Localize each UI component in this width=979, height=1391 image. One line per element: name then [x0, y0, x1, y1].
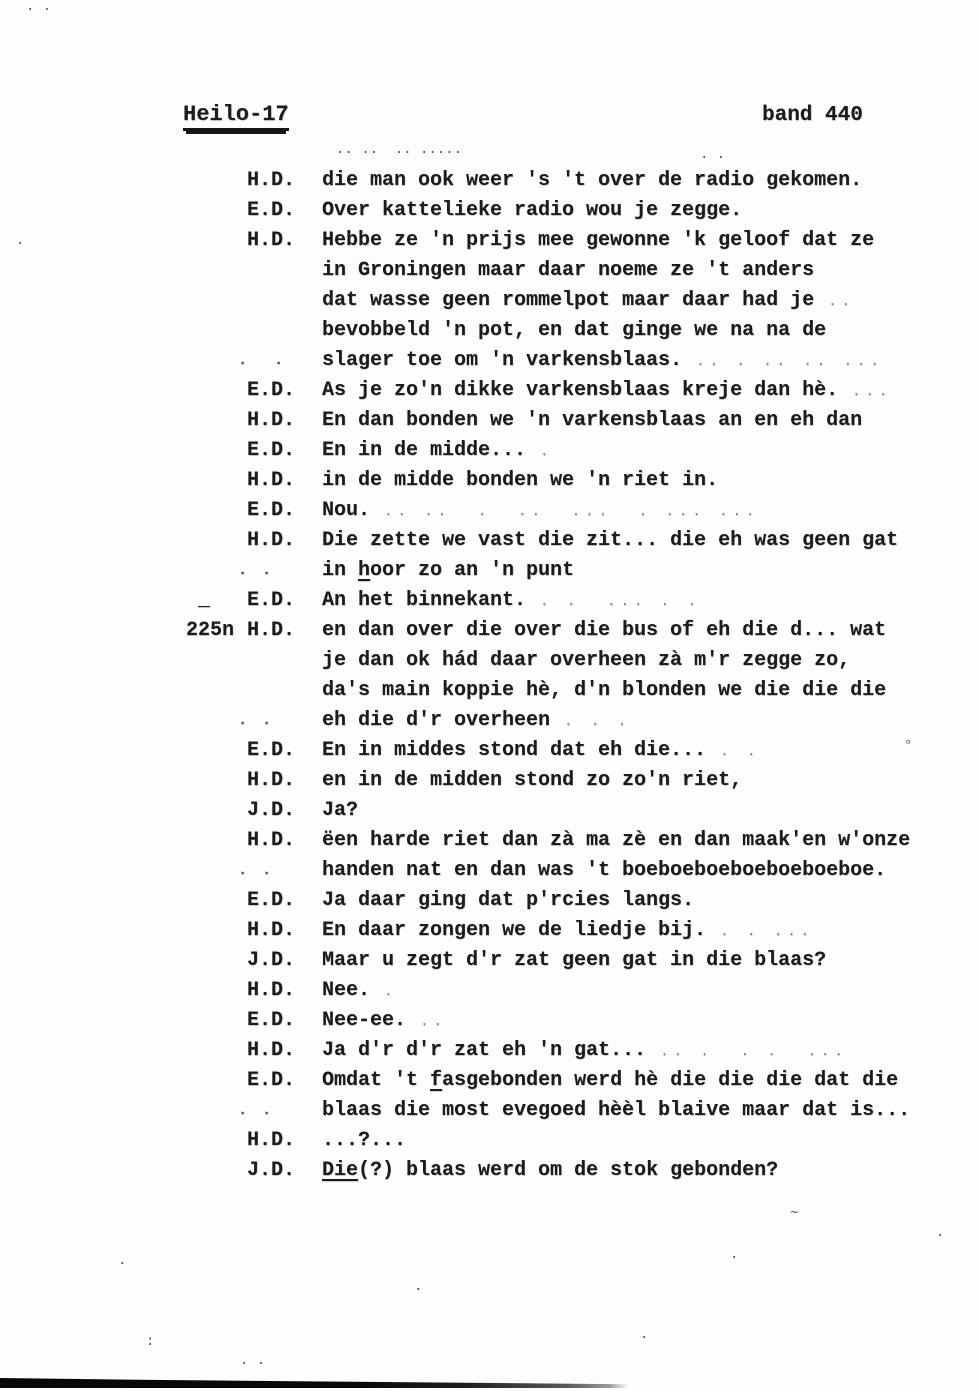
- dialogue-text: [322, 1006, 447, 1037]
- dialogue-segment: en dan over die over die bus of eh die d... wat: [322, 619, 887, 642]
- dialogue-segment: En in middes stond dat eh die...: [322, 739, 707, 762]
- transcript-line: [0, 1066, 979, 1096]
- dialogue-segment: Hebbe ze 'n prijs mee gewonne 'k geloof dat ze: [322, 229, 875, 252]
- speaker-label: H.D.: [247, 169, 296, 192]
- dialogue-segment: in: [322, 559, 359, 582]
- dialogue-segment: Ja daar ging dat p'rcies langs.: [322, 889, 695, 912]
- dialogue-segment: oor zo an 'n punt: [370, 559, 575, 582]
- dialogue-segment: da's main koppie hè, d'n blonden we die die die: [322, 679, 887, 702]
- scan-speck: · ·: [700, 150, 726, 166]
- dialogue-segment: An het binnekant.: [322, 589, 527, 612]
- dialogue-text: [322, 1126, 406, 1156]
- dialogue-segment: Nou.: [322, 499, 371, 522]
- transcript-line: [0, 406, 979, 436]
- speaker-label: H.D.: [247, 409, 296, 432]
- speaker-label: E.D.: [247, 889, 296, 912]
- speaker-label: E.D.: [247, 439, 296, 462]
- transcript-line: [0, 1096, 979, 1126]
- dialogue-segment: Ja?: [322, 799, 359, 822]
- transcript-line: [0, 916, 979, 946]
- transcript-line: [0, 166, 979, 196]
- dialogue-text: [322, 1156, 778, 1186]
- dialogue-text: [322, 196, 742, 226]
- dialogue-text: [322, 1096, 910, 1126]
- scan-speck: °: [904, 738, 913, 754]
- dialogue-text: [322, 256, 814, 286]
- scan-dots: . . ... . .: [540, 594, 701, 610]
- dialogue-text: [322, 796, 358, 826]
- dialogue-text: [322, 316, 826, 346]
- dialogue-segment: Over kattelieke radio wou je zegge.: [322, 199, 743, 222]
- scan-dots: .: [540, 444, 554, 460]
- transcript-line: [0, 1126, 979, 1156]
- speaker-label: J.D.: [247, 799, 296, 822]
- transcript-line: [0, 316, 979, 346]
- transcript-line: [0, 766, 979, 796]
- dialogue-segment: in de midde bonden we 'n riet in.: [322, 469, 719, 492]
- speaker-label: E.D.: [247, 379, 296, 402]
- dialogue-text: [322, 766, 742, 796]
- transcript-line: [0, 466, 979, 496]
- dialogue-text: [322, 976, 397, 1007]
- dialogue-segment: As je zo'n dikke varkensblaas kreje dan hè.: [322, 379, 839, 402]
- scan-dots: .. .. . .. ... . ... ...: [384, 504, 760, 520]
- dialogue-segment: slager toe om 'n varkensblaas.: [322, 349, 683, 372]
- dialogue-text: [322, 946, 826, 976]
- dialogue-segment: Omdat 't: [322, 1069, 431, 1092]
- scan-dots: .. . . . ...: [660, 1044, 848, 1060]
- transcript-line: [0, 226, 979, 256]
- dialogue-segment: bevobbeld 'n pot, en dat ginge we na na de: [322, 319, 827, 342]
- dialogue-text: [322, 496, 759, 527]
- dialogue-text: [322, 586, 701, 617]
- transcript-line: [0, 646, 979, 676]
- dialogue-segment: dat wasse geen rommelpot maar daar had je: [322, 289, 815, 312]
- dialogue-segment: h: [358, 559, 371, 582]
- scan-dots: . .: [238, 712, 275, 729]
- speaker-label: H.D.: [247, 529, 296, 552]
- scan-speck: :: [146, 1334, 155, 1350]
- dialogue-text: [322, 826, 910, 856]
- transcript-line: [0, 736, 979, 766]
- scan-speck: ·: [414, 1282, 423, 1298]
- dialogue-text: [322, 616, 886, 646]
- speaker-label: H.D.: [247, 619, 296, 642]
- transcript-line: [0, 526, 979, 556]
- scan-dots: . .: [238, 352, 287, 369]
- transcript-line: [0, 796, 979, 826]
- scan-speck: · ·: [240, 1356, 266, 1372]
- dialogue-text: [322, 286, 855, 317]
- scan-dots: . . .: [564, 714, 632, 730]
- scan-dots: ...: [852, 384, 893, 400]
- speaker-label: H.D.: [247, 1039, 296, 1062]
- transcript-line: [0, 676, 979, 706]
- band-number: band 440: [762, 104, 863, 127]
- scan-speck: ·: [640, 1330, 649, 1346]
- dialogue-segment: blaas die most evegoed hèèl blaive maar dat is...: [322, 1099, 911, 1122]
- speaker-label: J.D.: [247, 949, 296, 972]
- speaker-label: J.D.: [247, 1159, 296, 1182]
- dialogue-text: [322, 406, 862, 436]
- transcript-line: [0, 1006, 979, 1036]
- transcript-line: [0, 886, 979, 916]
- dialogue-segment: En daar zongen we de liedje bij.: [322, 919, 707, 942]
- speaker-label: H.D.: [247, 919, 296, 942]
- transcript-line: [0, 436, 979, 466]
- dialogue-segment: je dan ok hád daar overheen zà m'r zegge zo,: [322, 649, 851, 672]
- scan-dots: ..: [420, 1014, 447, 1030]
- transcript-line: [0, 556, 979, 586]
- scan-speck: ·: [16, 236, 25, 252]
- scan-speck: ·: [730, 1250, 739, 1266]
- dialogue-text: [322, 346, 884, 377]
- dialogue-segment: ...?...: [322, 1129, 407, 1152]
- dialogue-text: [322, 436, 553, 467]
- speaker-label: E.D.: [247, 739, 296, 762]
- dialogue-text: [322, 676, 886, 706]
- dialogue-segment: Die: [322, 1159, 359, 1182]
- transcript-line: [0, 826, 979, 856]
- scan-dots: . .: [238, 562, 275, 579]
- transcript: [0, 166, 979, 1186]
- scan-speck: · ·: [26, 2, 52, 18]
- transcript-line: [0, 706, 979, 736]
- scan-dots: ..: [828, 294, 855, 310]
- dialogue-text: [322, 1066, 898, 1096]
- transcript-line: [0, 346, 979, 376]
- scan-dots: .. . .. .. ...: [696, 354, 884, 370]
- scan-speck: ·: [936, 1228, 945, 1244]
- dialogue-segment: Nee.: [322, 979, 371, 1002]
- dialogue-segment: (?) blaas werd om de stok gebonden?: [358, 1159, 779, 1182]
- scan-dots: . .: [238, 1102, 275, 1119]
- dialogue-segment: eh die d'r overheen: [322, 709, 551, 732]
- transcript-line: [0, 286, 979, 316]
- speaker-label: E.D.: [247, 589, 296, 612]
- dialogue-segment: Die zette we vast die zit... die eh was geen gat: [322, 529, 899, 552]
- transcript-line: [0, 976, 979, 1006]
- speaker-label: H.D.: [247, 829, 296, 852]
- speaker-label: H.D.: [247, 1129, 296, 1152]
- speaker-label: E.D.: [247, 199, 296, 222]
- dialogue-segment: Maar u zegt d'r zat geen gat in die blaas?: [322, 949, 827, 972]
- transcript-line: [0, 196, 979, 226]
- dialogue-segment: asgebonden werd hè die die die dat die: [442, 1069, 899, 1092]
- dialogue-text: [322, 886, 694, 916]
- transcript-line: [0, 1156, 979, 1186]
- dialogue-segment: en in de midden stond zo zo'n riet,: [322, 769, 743, 792]
- dialogue-segment: Nee-ee.: [322, 1009, 407, 1032]
- dialogue-text: [322, 226, 874, 256]
- dialogue-text: [322, 376, 892, 407]
- transcript-line: [0, 946, 979, 976]
- dialogue-segment: En in de midde...: [322, 439, 527, 462]
- dialogue-text: [322, 646, 850, 676]
- scan-dots: . . ...: [720, 924, 814, 940]
- transcript-line: [0, 496, 979, 526]
- speaker-label: H.D.: [247, 229, 296, 252]
- margin-note: _: [186, 589, 211, 612]
- speaker-label: H.D.: [247, 469, 296, 492]
- speaker-label: E.D.: [247, 1069, 296, 1092]
- margin-note: 225n: [186, 619, 235, 642]
- dialogue-text: [322, 556, 574, 586]
- dialogue-segment: in Groningen maar daar noeme ze 't anders: [322, 259, 815, 282]
- dialogue-text: [322, 1036, 848, 1067]
- dialogue-text: [322, 736, 760, 767]
- transcript-line: [0, 616, 979, 646]
- scan-dots: .: [384, 984, 398, 1000]
- dialogue-segment: Ja d'r d'r zat eh 'n gat...: [322, 1039, 647, 1062]
- transcript-line: [0, 256, 979, 286]
- speaker-label: H.D.: [247, 769, 296, 792]
- dialogue-segment: handen nat en dan was 't boeboeboeboeboeboeboe.: [322, 859, 887, 882]
- dialogue-text: [322, 856, 886, 886]
- speaker-label: H.D.: [247, 979, 296, 1002]
- dialogue-segment: En dan bonden we 'n varkensblaas an en eh dan: [322, 409, 863, 432]
- scan-speck: ·: [118, 1256, 127, 1272]
- dialogue-segment: f: [430, 1069, 443, 1092]
- dialogue-segment: die man ook weer 's 't over de radio gekomen.: [322, 169, 863, 192]
- speaker-label: E.D.: [247, 1009, 296, 1032]
- scan-speck: ·· ·· ·· ·····: [336, 145, 463, 161]
- page-title: Heilo-17: [183, 102, 289, 131]
- dialogue-text: [322, 166, 862, 196]
- dialogue-text: [322, 916, 814, 947]
- dialogue-segment: ëen harde riet dan zà ma zè en dan maak'en w'onze: [322, 829, 911, 852]
- dialogue-text: [322, 466, 718, 496]
- scan-dots: . .: [720, 744, 761, 760]
- dialogue-text: [322, 526, 898, 556]
- transcript-line: [0, 376, 979, 406]
- scan-edge-bar: [0, 1378, 628, 1388]
- transcript-line: [0, 856, 979, 886]
- transcript-line: [0, 1036, 979, 1066]
- scan-speck: ~: [790, 1206, 799, 1222]
- transcript-line: [0, 586, 979, 616]
- dialogue-text: [322, 706, 631, 737]
- speaker-label: E.D.: [247, 499, 296, 522]
- scan-dots: . .: [238, 862, 275, 879]
